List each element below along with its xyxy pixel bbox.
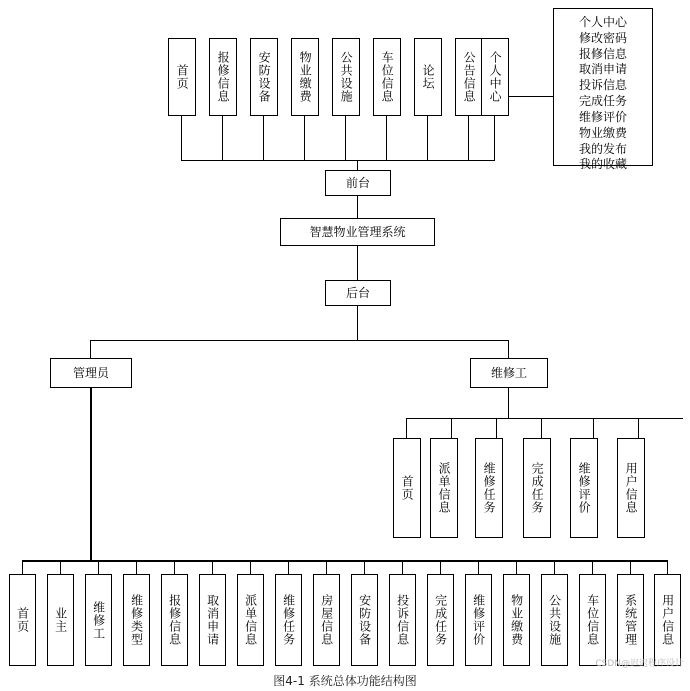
frontend-item-gonggongsheshi: 公共设施 bbox=[332, 38, 360, 116]
admin-to-bus bbox=[90, 388, 92, 560]
stub bbox=[468, 116, 469, 160]
system-node: 智慧物业管理系统 bbox=[280, 218, 435, 246]
stub bbox=[496, 418, 497, 438]
role-admin-node: 管理员 bbox=[50, 358, 132, 388]
stub bbox=[593, 418, 594, 438]
repairman-item-wanchengrenwu: 完成任务 bbox=[523, 438, 551, 538]
stub bbox=[427, 116, 428, 160]
frontend-node: 前台 bbox=[325, 170, 391, 196]
stub bbox=[386, 116, 387, 160]
repairman-item-weixiurenwu: 维修任务 bbox=[475, 438, 503, 538]
repairman-item-yonghuxinxi: 用户信息 bbox=[617, 438, 645, 538]
frontend-item-shouye: 首页 bbox=[168, 38, 196, 116]
stub bbox=[60, 560, 61, 574]
admin-item-cheweixinxi: 车位信息 bbox=[579, 574, 606, 666]
repairman-to-bus bbox=[508, 388, 509, 418]
admin-item-shouye: 首页 bbox=[9, 574, 36, 666]
stub bbox=[304, 116, 305, 160]
panel-line: 完成任务 bbox=[578, 94, 627, 109]
stub bbox=[451, 418, 452, 438]
role-stub-admin bbox=[90, 340, 91, 358]
stub bbox=[406, 418, 407, 438]
bus-to-frontend-node bbox=[357, 160, 358, 170]
repairman-item-weixiupingjia: 维修评价 bbox=[570, 438, 598, 538]
personal-center-panel bbox=[553, 8, 653, 172]
admin-item-gonggongsheshi: 公共设施 bbox=[541, 574, 568, 666]
backend-to-role-bus bbox=[357, 306, 358, 340]
stub bbox=[630, 560, 631, 574]
watermark: CSDN@迟迟程序设计 bbox=[595, 659, 684, 669]
stub bbox=[174, 560, 175, 574]
frontend-item-luntan: 论坛 bbox=[414, 38, 442, 116]
admin-item-xitongguanli: 系统管理 bbox=[617, 574, 644, 666]
stub bbox=[98, 560, 99, 574]
repairman-item-shouye: 首页 bbox=[393, 438, 421, 538]
stub bbox=[263, 116, 264, 160]
frontend-bus bbox=[181, 160, 495, 161]
admin-item-weixiurenwu: 维修任务 bbox=[275, 574, 302, 666]
stub bbox=[478, 560, 479, 574]
stub bbox=[212, 560, 213, 574]
stub bbox=[554, 560, 555, 574]
stub bbox=[638, 418, 639, 438]
role-bus bbox=[90, 340, 508, 341]
frontend-item-wuyejiaofei: 物业缴费 bbox=[291, 38, 319, 116]
stub bbox=[288, 560, 289, 574]
panel-line: 投诉信息 bbox=[578, 78, 627, 93]
stub bbox=[541, 418, 542, 438]
admin-item-weixiugong: 维修工 bbox=[85, 574, 112, 666]
stub bbox=[667, 560, 668, 574]
role-stub-repairman bbox=[508, 340, 509, 358]
stub bbox=[364, 560, 365, 574]
role-repairman-node: 维修工 bbox=[470, 358, 548, 388]
stub bbox=[326, 560, 327, 574]
admin-item-fangwuxinxi: 房屋信息 bbox=[313, 574, 340, 666]
admin-bus bbox=[22, 560, 667, 562]
admin-item-weixiupingjia: 维修评价 bbox=[465, 574, 492, 666]
backend-node: 后台 bbox=[325, 280, 391, 306]
admin-item-paidanxinxi: 派单信息 bbox=[237, 574, 264, 666]
connector-personal-panel bbox=[509, 96, 553, 97]
admin-item-baoxiuxinxi: 报修信息 bbox=[161, 574, 188, 666]
admin-item-anfangshebei: 安防设备 bbox=[351, 574, 378, 666]
admin-item-wuyejiaofei: 物业缴费 bbox=[503, 574, 530, 666]
stub bbox=[516, 560, 517, 574]
frontend-item-anfangshebei: 安防设备 bbox=[250, 38, 278, 116]
stub bbox=[222, 116, 223, 160]
panel-line: 维修评价 bbox=[578, 109, 627, 124]
panel-line: 个人中心 bbox=[578, 15, 627, 29]
stub bbox=[250, 560, 251, 574]
admin-item-quxiaoshenqing: 取消申请 bbox=[199, 574, 226, 666]
panel-line: 修改密码 bbox=[578, 30, 627, 45]
frontend-item-gonggaoxinxi: 公告信息 bbox=[455, 38, 483, 116]
frontend-item-cheweixinxi: 车位信息 bbox=[373, 38, 401, 116]
repairman-bus bbox=[406, 418, 683, 419]
stub bbox=[345, 116, 346, 160]
panel-line: 报修信息 bbox=[578, 46, 627, 61]
panel-line: 取消申请 bbox=[578, 62, 627, 77]
frontend-item-gerenzhongxin: 个人中心 bbox=[481, 38, 509, 116]
repairman-item-paidanxinxi: 派单信息 bbox=[430, 438, 458, 538]
frontend-item-baoxiuxinxi: 报修信息 bbox=[209, 38, 237, 116]
stub bbox=[494, 116, 495, 160]
stub bbox=[136, 560, 137, 574]
system-to-backend bbox=[357, 246, 358, 280]
stub bbox=[440, 560, 441, 574]
figure-caption: 图4-1 系统总体功能结构图 bbox=[273, 674, 417, 688]
stub bbox=[402, 560, 403, 574]
admin-item-tousuxinxi: 投诉信息 bbox=[389, 574, 416, 666]
stub bbox=[592, 560, 593, 574]
panel-line: 物业缴费 bbox=[578, 125, 627, 140]
panel-line: 我的收藏 bbox=[578, 157, 627, 172]
panel-line: 我的发布 bbox=[578, 141, 627, 156]
frontend-to-system bbox=[357, 196, 358, 218]
stub bbox=[181, 116, 182, 160]
admin-item-yonghuxinxi: 用户信息 bbox=[654, 574, 681, 666]
admin-item-wanchengrenwu: 完成任务 bbox=[427, 574, 454, 666]
stub bbox=[22, 560, 23, 574]
admin-item-yezhu: 业主 bbox=[47, 574, 74, 666]
admin-item-weixiuleixing: 维修类型 bbox=[123, 574, 150, 666]
